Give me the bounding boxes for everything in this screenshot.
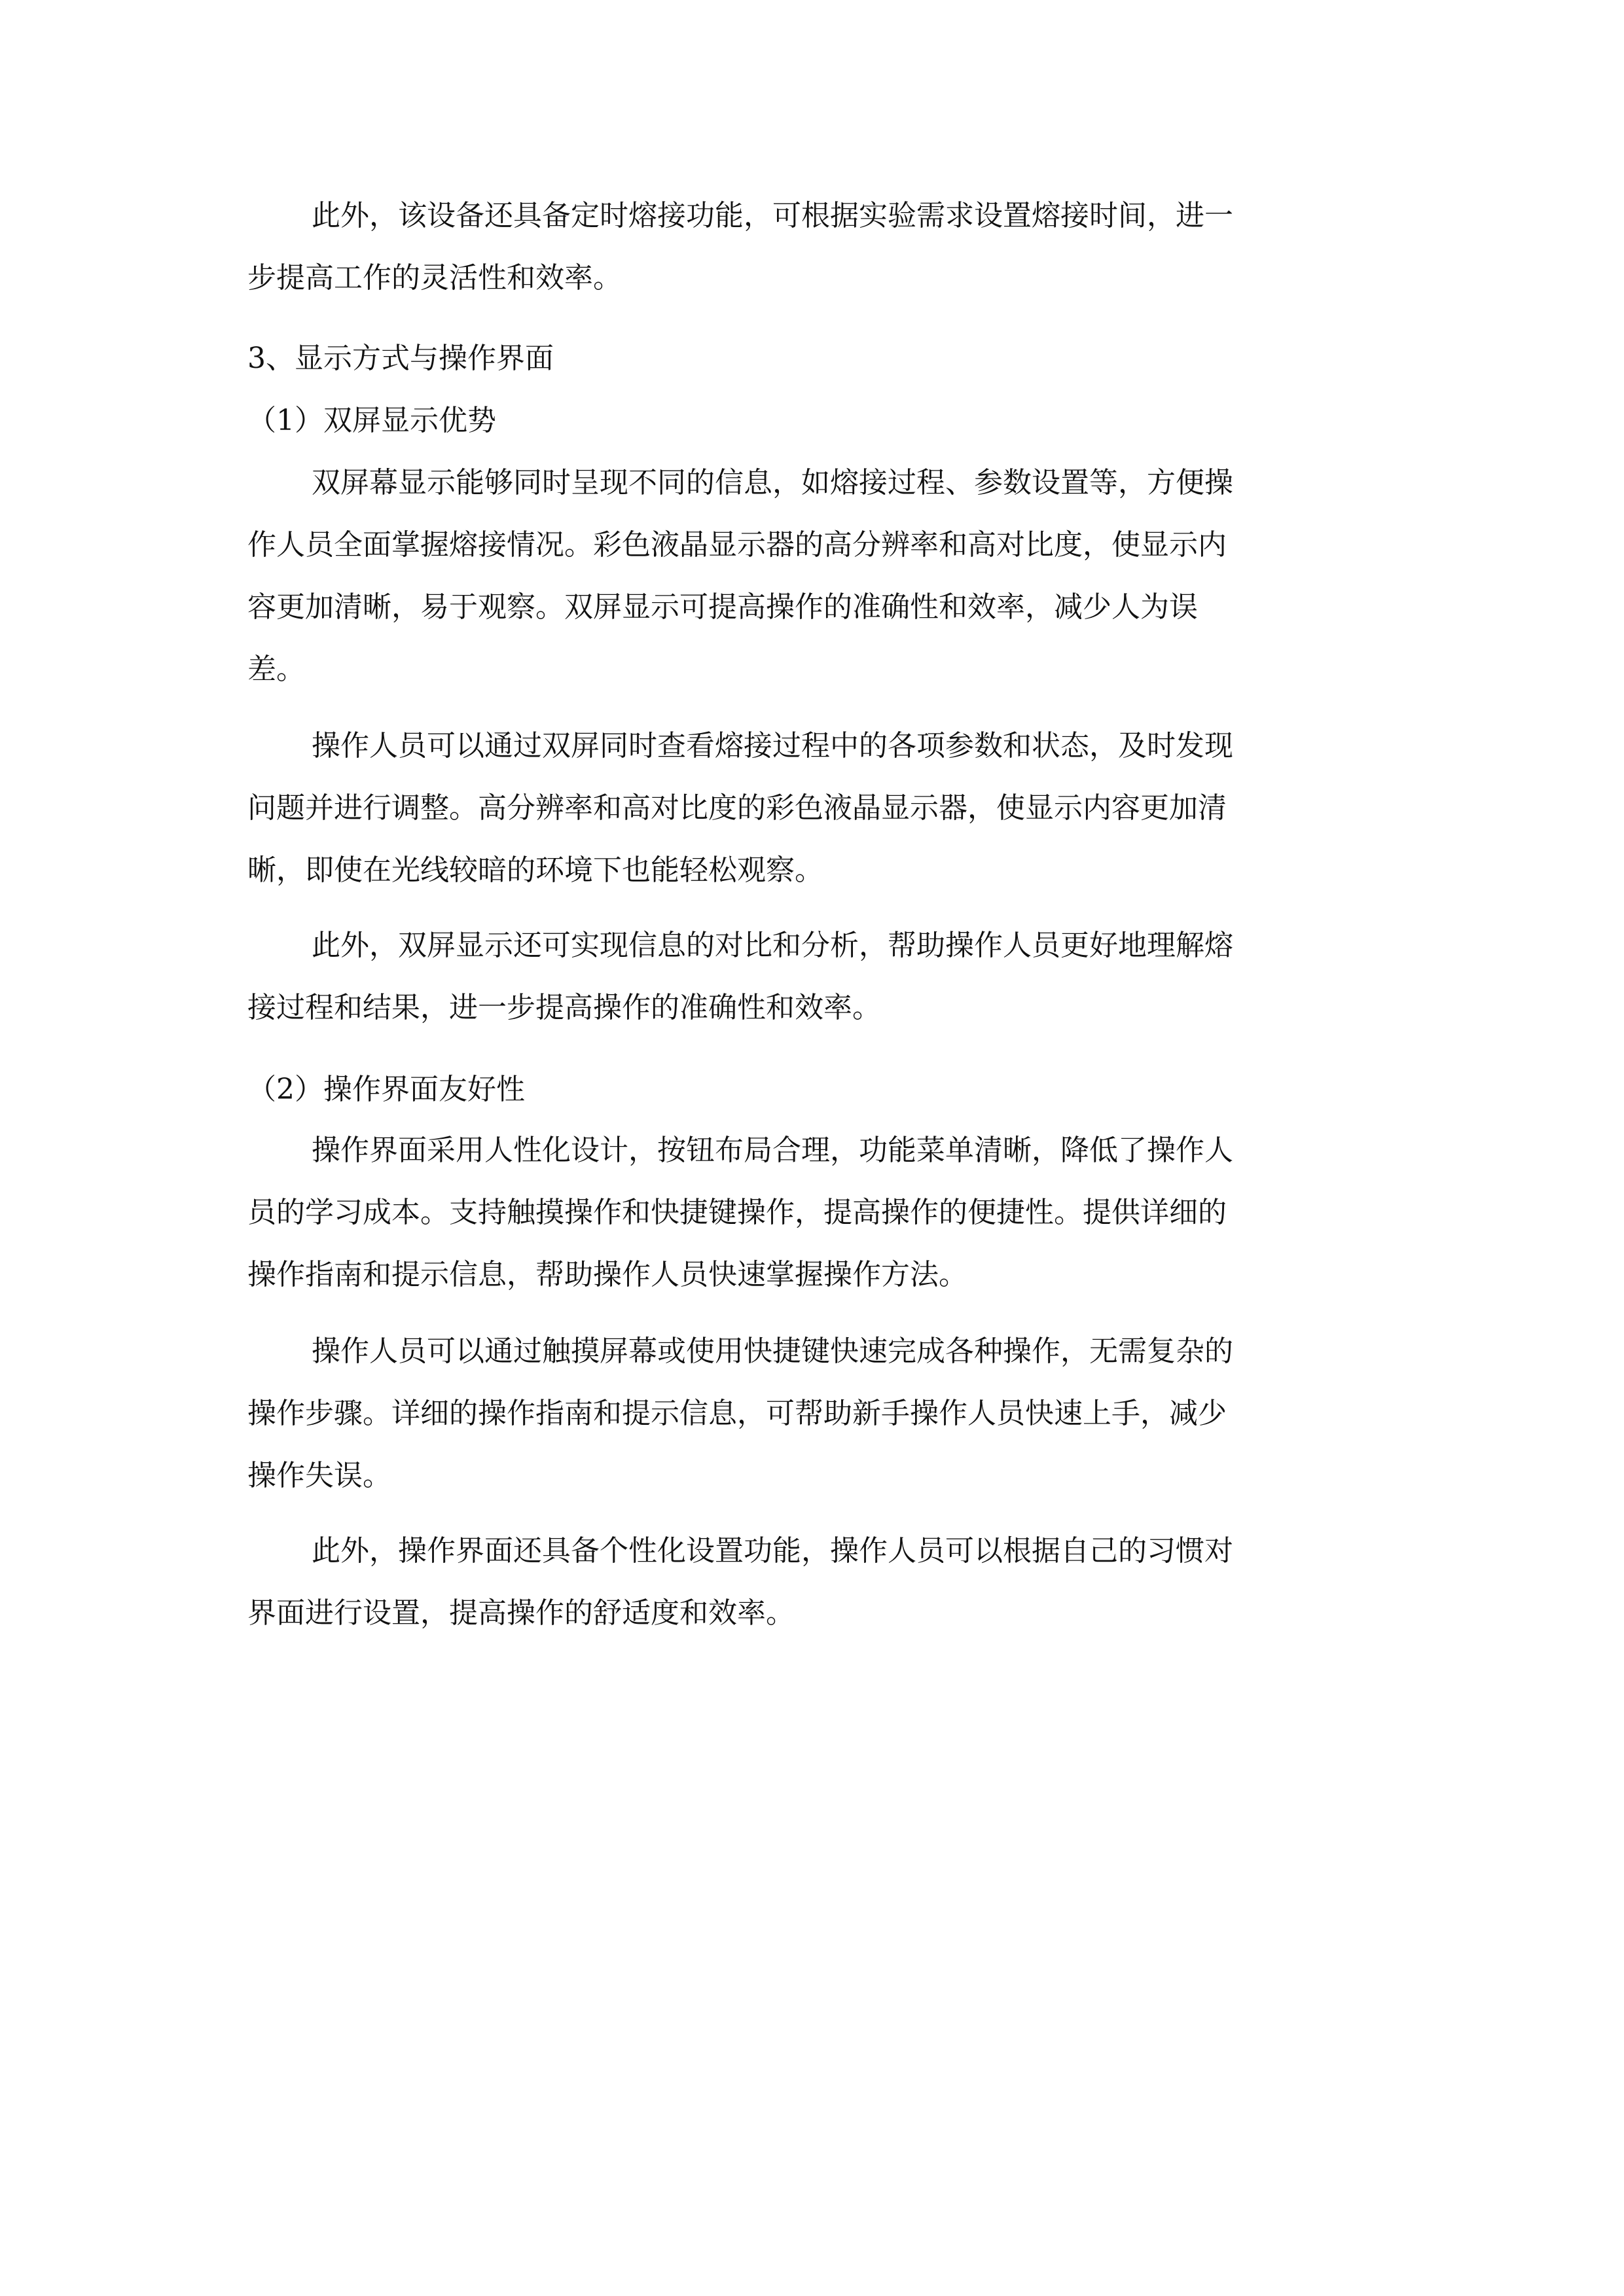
paragraph-line: 问题并进行调整。高分辨率和高对比度的彩色液晶显示器，使显示内容更加清 [247, 791, 1227, 825]
paragraph-line: 此外，双屏显示还可实现信息的对比和分析，帮助操作人员更好地理解熔 [312, 929, 1233, 962]
paragraph-line: 步提高工作的灵活性和效率。 [247, 261, 622, 295]
paragraph-line: 差。 [247, 653, 305, 686]
paragraph-line: 容更加清晰，易于观察。双屏显示可提高操作的准确性和效率，减少人为误 [247, 590, 1198, 624]
paragraph-line: 操作人员可以通过双屏同时查看熔接过程中的各项参数和状态，及时发现 [312, 729, 1233, 762]
paragraph-line: 员的学习成本。支持触摸操作和快捷键操作，提高操作的便捷性。提供详细的 [247, 1196, 1227, 1229]
paragraph-line: 此外，该设备还具备定时熔接功能，可根据实验需求设置熔接时间，进一 [312, 199, 1233, 232]
paragraph-line: 接过程和结果，进一步提高操作的准确性和效率。 [247, 991, 881, 1024]
paragraph-line: 操作步骤。详细的操作指南和提示信息，可帮助新手操作人员快速上手，减少 [247, 1397, 1227, 1430]
paragraph-line: 操作指南和提示信息，帮助操作人员快速掌握操作方法。 [247, 1258, 967, 1291]
paragraph-line: 此外，操作界面还具备个性化设置功能，操作人员可以根据自己的习惯对 [312, 1534, 1233, 1568]
paragraph-line: 晰，即使在光线较暗的环境下也能轻松观察。 [247, 853, 823, 887]
paragraph-line: 双屏幕显示能够同时呈现不同的信息，如熔接过程、参数设置等，方便操 [312, 466, 1233, 499]
subsection-heading: （2）操作界面友好性 [247, 1073, 525, 1106]
paragraph-line: 操作人员可以通过触摸屏幕或使用快捷键快速完成各种操作，无需复杂的 [312, 1335, 1233, 1368]
subsection-heading: （1）双屏显示优势 [247, 404, 496, 437]
paragraph-line: 操作界面采用人性化设计，按钮布局合理，功能菜单清晰，降低了操作人 [312, 1134, 1233, 1167]
paragraph-line: 作人员全面掌握熔接情况。彩色液晶显示器的高分辨率和高对比度，使显示内 [247, 528, 1227, 562]
paragraph-line: 操作失误。 [247, 1459, 391, 1492]
paragraph-line: 界面进行设置，提高操作的舒适度和效率。 [247, 1596, 795, 1630]
section-heading: 3、显示方式与操作界面 [247, 342, 554, 375]
